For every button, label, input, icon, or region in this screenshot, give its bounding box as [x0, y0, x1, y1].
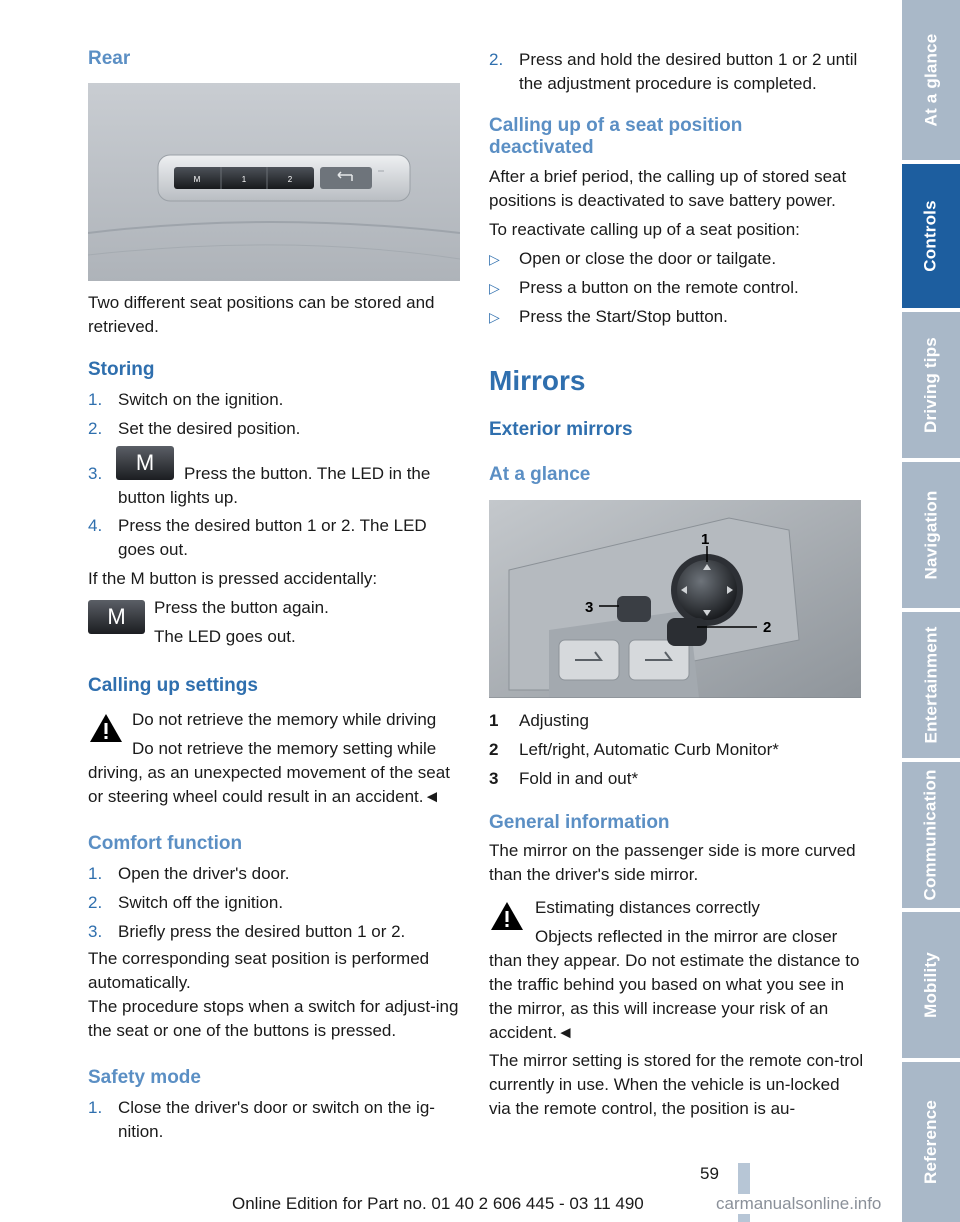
chapter-tabs — [902, 0, 960, 1222]
step-number: 2. — [489, 50, 504, 69]
comfort-heading: Comfort function — [88, 833, 243, 854]
comfort-step-1 — [88, 862, 463, 886]
tab-label: Entertainment — [921, 626, 940, 744]
tab-at-a-glance[interactable] — [902, 0, 960, 160]
bullet-icon: ▷ — [489, 251, 500, 267]
tab-reference[interactable] — [902, 1062, 960, 1222]
tab-navigation[interactable] — [902, 462, 960, 608]
callout-1: 1 — [701, 531, 710, 548]
step-number: 2. — [88, 419, 103, 438]
tab-label: Reference — [921, 1099, 941, 1185]
item-text: Press a button on the remote control. — [519, 278, 799, 297]
warning-text: Objects reflected in the mirror are closer than they appear. Do not estimate the distance to the traffic behind you based on what you see in the mirror, as this will increase your risk of an accident.◄ — [489, 927, 860, 1042]
general-heading: General information — [489, 812, 670, 833]
legend-number: 2 — [489, 740, 499, 759]
step-text: Set the desired position. — [118, 419, 301, 438]
m-button-label: M — [107, 604, 126, 629]
tab-entertainment[interactable] — [902, 612, 960, 758]
storing-step-1 — [88, 388, 463, 412]
storing-step-2 — [88, 417, 463, 441]
photo-button-m-label: M — [193, 175, 201, 184]
legend-text: Adjusting — [519, 711, 589, 730]
item-text: Open or close the door or tailgate. — [519, 249, 777, 268]
bullet-icon: ▷ — [489, 280, 500, 296]
legend-item-3 — [489, 767, 864, 791]
final-para: The mirror setting is stored for the remote con-trol currently in use. When the vehicle is un-locked via the remote control, the position is au- — [489, 1051, 864, 1118]
tab-driving-tips[interactable] — [902, 312, 960, 458]
safety-step-1 — [88, 1096, 463, 1144]
warning-title: Do not retrieve the memory while driving — [132, 710, 437, 729]
step-text: Press and hold the desired button 1 or 2 until the adjustment procedure is completed. — [519, 50, 858, 93]
step-text: Switch on the ignition. — [118, 390, 284, 409]
step-number: 1. — [88, 1098, 103, 1117]
item-text: Press the Start/Stop button. — [519, 307, 728, 326]
storing-step-4 — [88, 514, 463, 562]
page-number: 59 — [700, 1164, 719, 1183]
edition-footer: Online Edition for Part no. 01 40 2 606 445 - 03 11 490 — [232, 1194, 644, 1213]
calling-heading: Calling up settings — [88, 675, 258, 696]
step-text: Switch off the ignition. — [118, 893, 284, 912]
photo-button-1-label: 1 — [241, 175, 247, 184]
tab-label: Driving tips — [921, 337, 941, 433]
step-number: 1. — [88, 390, 103, 409]
warning-title: Estimating distances correctly — [535, 898, 760, 917]
comfort-step-2 — [88, 891, 463, 915]
callout-3: 3 — [585, 599, 594, 616]
step-text: Press the desired button 1 or 2. The LED goes out. — [118, 516, 427, 559]
step-text: Briefly press the desired button 1 or 2. — [118, 922, 406, 941]
accident-line-2: The LED goes out. — [154, 627, 296, 646]
tab-label: Navigation — [921, 490, 940, 580]
accident-intro: If the M button is pressed accidentally: — [88, 569, 378, 588]
safety-heading: Safety mode — [88, 1067, 201, 1088]
deactivated-heading: Calling up of a seat position deactivated — [489, 115, 743, 158]
step-text: Open the driver's door. — [118, 864, 290, 883]
m-button-label: M — [135, 450, 155, 475]
m-button-icon — [116, 446, 174, 480]
photo-button-2-label: 2 — [287, 175, 293, 184]
step-number: 3. — [88, 922, 103, 941]
tab-label: Communication — [921, 769, 941, 901]
tab-mobility[interactable] — [902, 912, 960, 1058]
tab-label: At a glance — [921, 33, 940, 127]
comfort-para-2: The procedure stops when a switch for adjust-ing the seat or one of the buttons is pressed. — [88, 997, 459, 1040]
comfort-para-1: The corresponding seat position is performed automatically. — [88, 949, 430, 992]
warning-text: Do not retrieve the memory setting while driving, as an unexpected movement of the seat or steering wheel could result in an accident.◄ — [88, 739, 450, 806]
step-number: 2. — [88, 893, 103, 912]
watermark: carmanualsonline.info — [716, 1194, 882, 1213]
reactivate-intro: To reactivate calling up of a seat position: — [489, 220, 800, 239]
step-text: Close the driver's door or switch on the ig-nition. — [118, 1098, 435, 1141]
rear-heading: Rear — [88, 48, 131, 69]
step-number: 3. — [88, 464, 103, 483]
deactivated-para: After a brief period, the calling up of stored seat positions is deactivated to save battery power. — [489, 167, 847, 210]
mirror-controls-photo — [489, 500, 861, 698]
step-text: Press the button. The LED in the button lights up. — [118, 464, 431, 507]
tab-label: Controls — [921, 200, 941, 272]
general-para: The mirror on the passenger side is more curved than the driver's side mirror. — [489, 841, 856, 884]
tab-communication[interactable] — [902, 762, 960, 908]
tab-label: Mobility — [921, 952, 941, 1018]
legend-text: Fold in and out* — [519, 769, 639, 788]
reactivate-item-1 — [489, 247, 864, 271]
legend-number: 3 — [489, 769, 499, 788]
bullet-icon: ▷ — [489, 309, 500, 325]
legend-text: Left/right, Automatic Curb Monitor* — [519, 740, 779, 759]
reactivate-item-2 — [489, 276, 864, 300]
reactivate-item-3 — [489, 305, 864, 329]
legend-item-2 — [489, 738, 864, 762]
step-number: 4. — [88, 516, 103, 535]
storing-step-2-cont — [489, 48, 864, 96]
exterior-heading: Exterior mirrors — [489, 419, 633, 440]
rear-caption: Two different seat positions can be stored and retrieved. — [88, 293, 435, 336]
legend-number: 1 — [489, 711, 499, 730]
glance-heading: At a glance — [489, 464, 591, 485]
accident-line-1: Press the button again. — [154, 598, 329, 617]
m-button-icon — [88, 600, 145, 634]
mirrors-heading: Mirrors — [489, 365, 586, 396]
step-number: 1. — [88, 864, 103, 883]
comfort-step-3 — [88, 920, 463, 944]
seat-memory-buttons-photo — [88, 83, 460, 281]
storing-heading: Storing — [88, 359, 155, 380]
tab-controls[interactable] — [902, 164, 960, 308]
callout-2: 2 — [763, 619, 772, 636]
legend-item-1 — [489, 709, 864, 733]
